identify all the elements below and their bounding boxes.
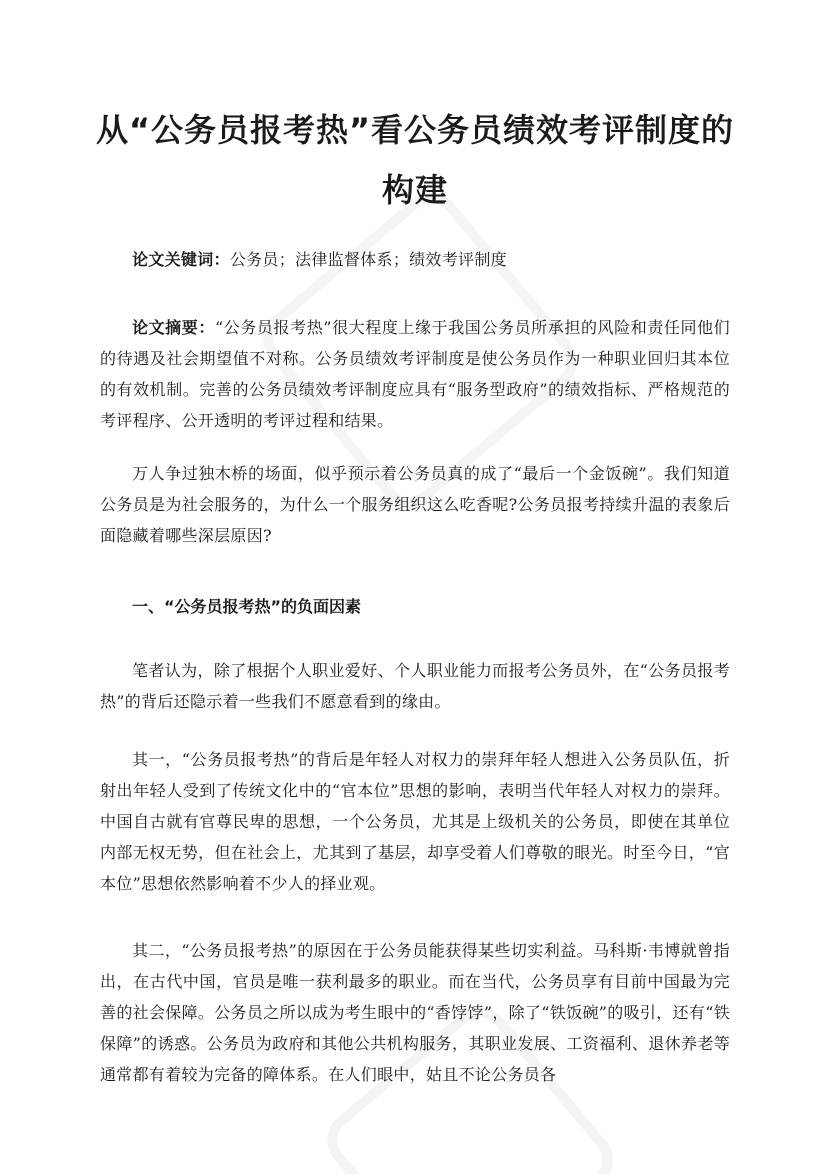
keywords-text: 公务员；法律监督体系；绩效考评制度: [229, 250, 507, 269]
intro-paragraph: 万人争过独木桥的场面，似乎预示着公务员真的成了“最后一个金饭碗”。我们知道公务员是为社会服务的，为什么一个服务组织这么吃香呢?公务员报考持续升温的表象后面隐藏着哪些深层原因?: [100, 464, 730, 545]
section-heading: 一、“公务员报考热”的负面因素: [132, 597, 362, 616]
keywords-label: 论文关键词：: [132, 250, 230, 269]
keywords-paragraph: [100, 244, 730, 275]
first-reason-paragraph: 其一，“公务员报考热”的背后是年轻人对权力的崇拜年轻人想进入公务员队伍，折射出年轻人受到了传统文化中的“官本位”思想的影响，表明当代年轻人对权力的崇拜。中国自古就有官尊民卑的思想，一个公务员，尤其是上级机关的公务员，即使在其单位内部无权无势，但在社会上，尤其到了基层，却享受着人们尊敬的眼光。时至今日，“官本位”思想依然影响着不少人的择业观。: [100, 750, 730, 893]
abstract-paragraph: [100, 312, 730, 436]
second-reason-paragraph: 其二，“公务员报考热”的原因在于公务员能获得某些切实利益。马科斯·韦博就曾指出，在古代中国，官员是唯一获利最多的职业。而在当代，公务员享有目前中国最为完善的社会保障。公务员之所以成为考生眼中的“香饽饽”，除了“铁饭碗”的吸引，还有“铁保障”的诱惑。公务员为政府和其他公共机构服务，其职业发展、工资福利、退休养老等通常都有着较为完备的障体系。在人们眼中，姑且不论公务员各: [100, 941, 730, 1084]
document-title: 从“公务员报考热”看公务员绩效考评制度的构建: [95, 111, 735, 209]
author-paragraph: 笔者认为，除了根据个人职业爱好、个人职业能力而报考公务员外，在“公务员报考热”的背后还隐示着一些我们不愿意看到的缘由。: [100, 661, 730, 711]
abstract-label: 论文摘要：: [132, 318, 215, 337]
abstract-text: “公务员报考热”很大程度上缘于我国公务员所承担的风险和责任同他们的待遇及社会期望值不对称。公务员绩效考评制度是使公务员作为一种职业回归其本位的有效机制。完善的公务员绩效考评制度应具有“服务型政府”的绩效指标、严格规范的考评程序、公开透明的考评过程和结果。: [100, 318, 730, 430]
